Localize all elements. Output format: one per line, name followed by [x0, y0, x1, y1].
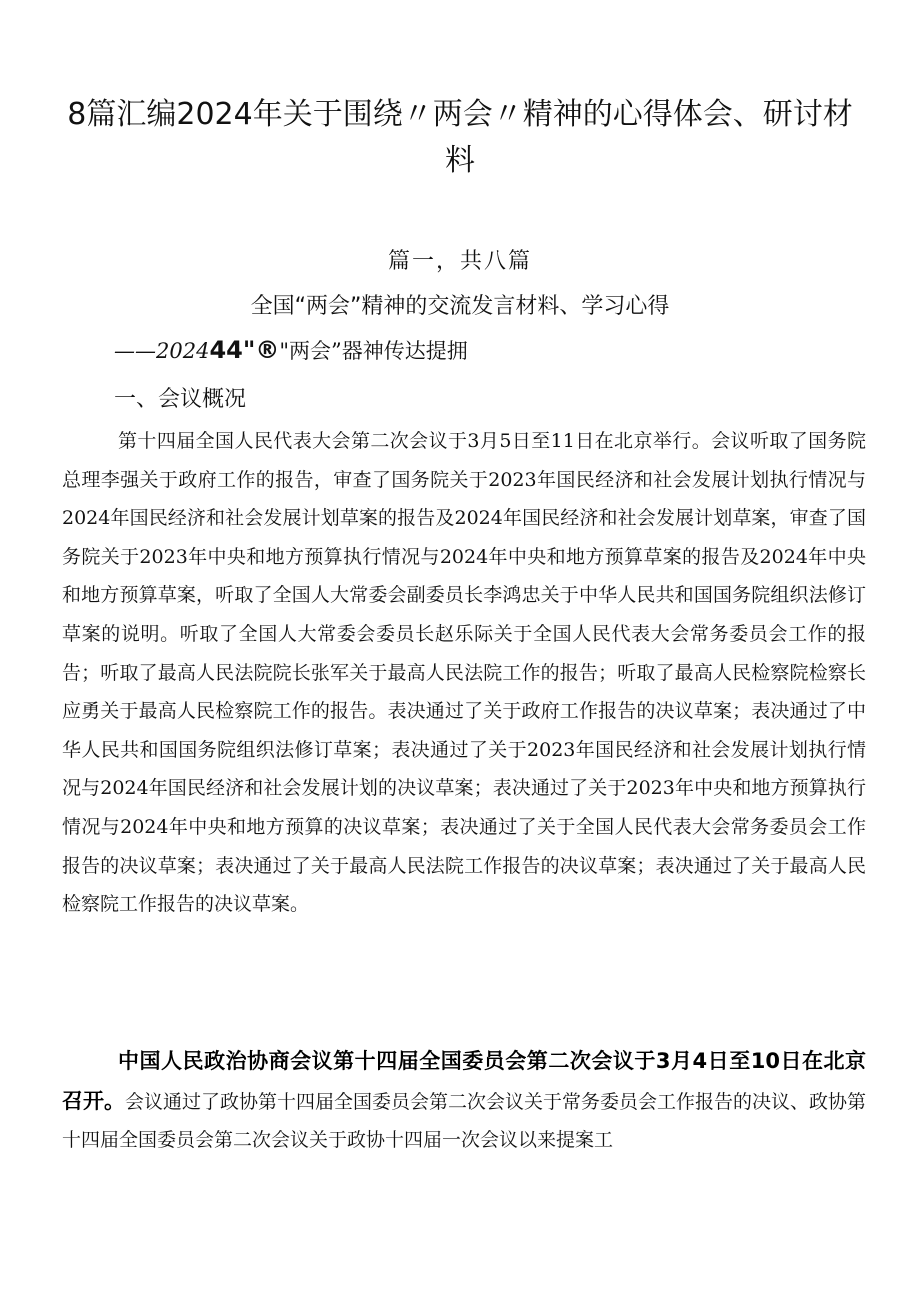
article-title: 全国“两会”精神的交流发言材料、学习心得 [250, 294, 670, 319]
paragraph-2-lead: 中国人民政治协商会议第十四届全国委员会第二次会议于3月4日至10日在北京召开。 [62, 1049, 866, 1113]
subtitle-suffix: "两会”器神传达提拥 [279, 339, 468, 363]
document-title: 8篇汇编2024年关于围绕〃两会〃精神的心得体会、研讨材料 [67, 97, 853, 178]
paragraph-2-rest: 会议通过了政协第十四届全国委员会第二次会议关于常务委员会工作报告的决议、政协第十四届全国委员会第二次会议关于政协十四届一次会议以来提案工 [62, 1090, 867, 1152]
section-heading: 一、会议概况 [114, 387, 247, 412]
article-subtitle [114, 335, 468, 365]
subtitle-prefix: ——2024 [114, 339, 210, 363]
body-paragraph-1: 第十四届全国人民代表大会第二次会议于3月5日至11日在北京举行。会议听取了国务院总理李强关于政府工作的报告，审查了国务院关于2023年国民经济和社会发展计划执行情况与2024年国民经济和社会发展计划草案的报告及2024年国民经济和社会发展计划草案，审查了国务院关于2023年中央和地方预算执行情况与2024年中央和地方预算草案的报告及2024年中央和地方预算草案，听取了全国人大常委会副委员长李鸿忠关于中华人民共和国国务院组织法修订草案的说明。听取了全国人大常委会委员长赵乐际关于全国人民代表大会常务委员会工作的报告；听取了最高人民法院院长张军关于最高人民法院工作的报告；听取了最高人民检察院检察长应勇关于最高人民检察院工作的报告。表决通过了关于政府工作报告的决议草案；表决通过了中华人民共和国国务院组织法修订草案；表决通过了关于2023年国民经济和社会发展计划执行情况与2024年国民经济和社会发展计划的决议草案；表决通过了关于2023年中央和地方预算执行情况与2024年中央和地方预算的决议草案；表决通过了关于全国人民代表大会常务委员会工作报告的决议草案；表决通过了关于最高人民法院工作报告的决议草案；表决通过了关于最高人民检察院工作报告的决议草案。 [62, 430, 866, 916]
subtitle-garbled-text: 44"® [209, 336, 280, 364]
body-paragraph-2 [62, 1042, 866, 1160]
section-number: 篇一，共八篇 [387, 249, 532, 274]
